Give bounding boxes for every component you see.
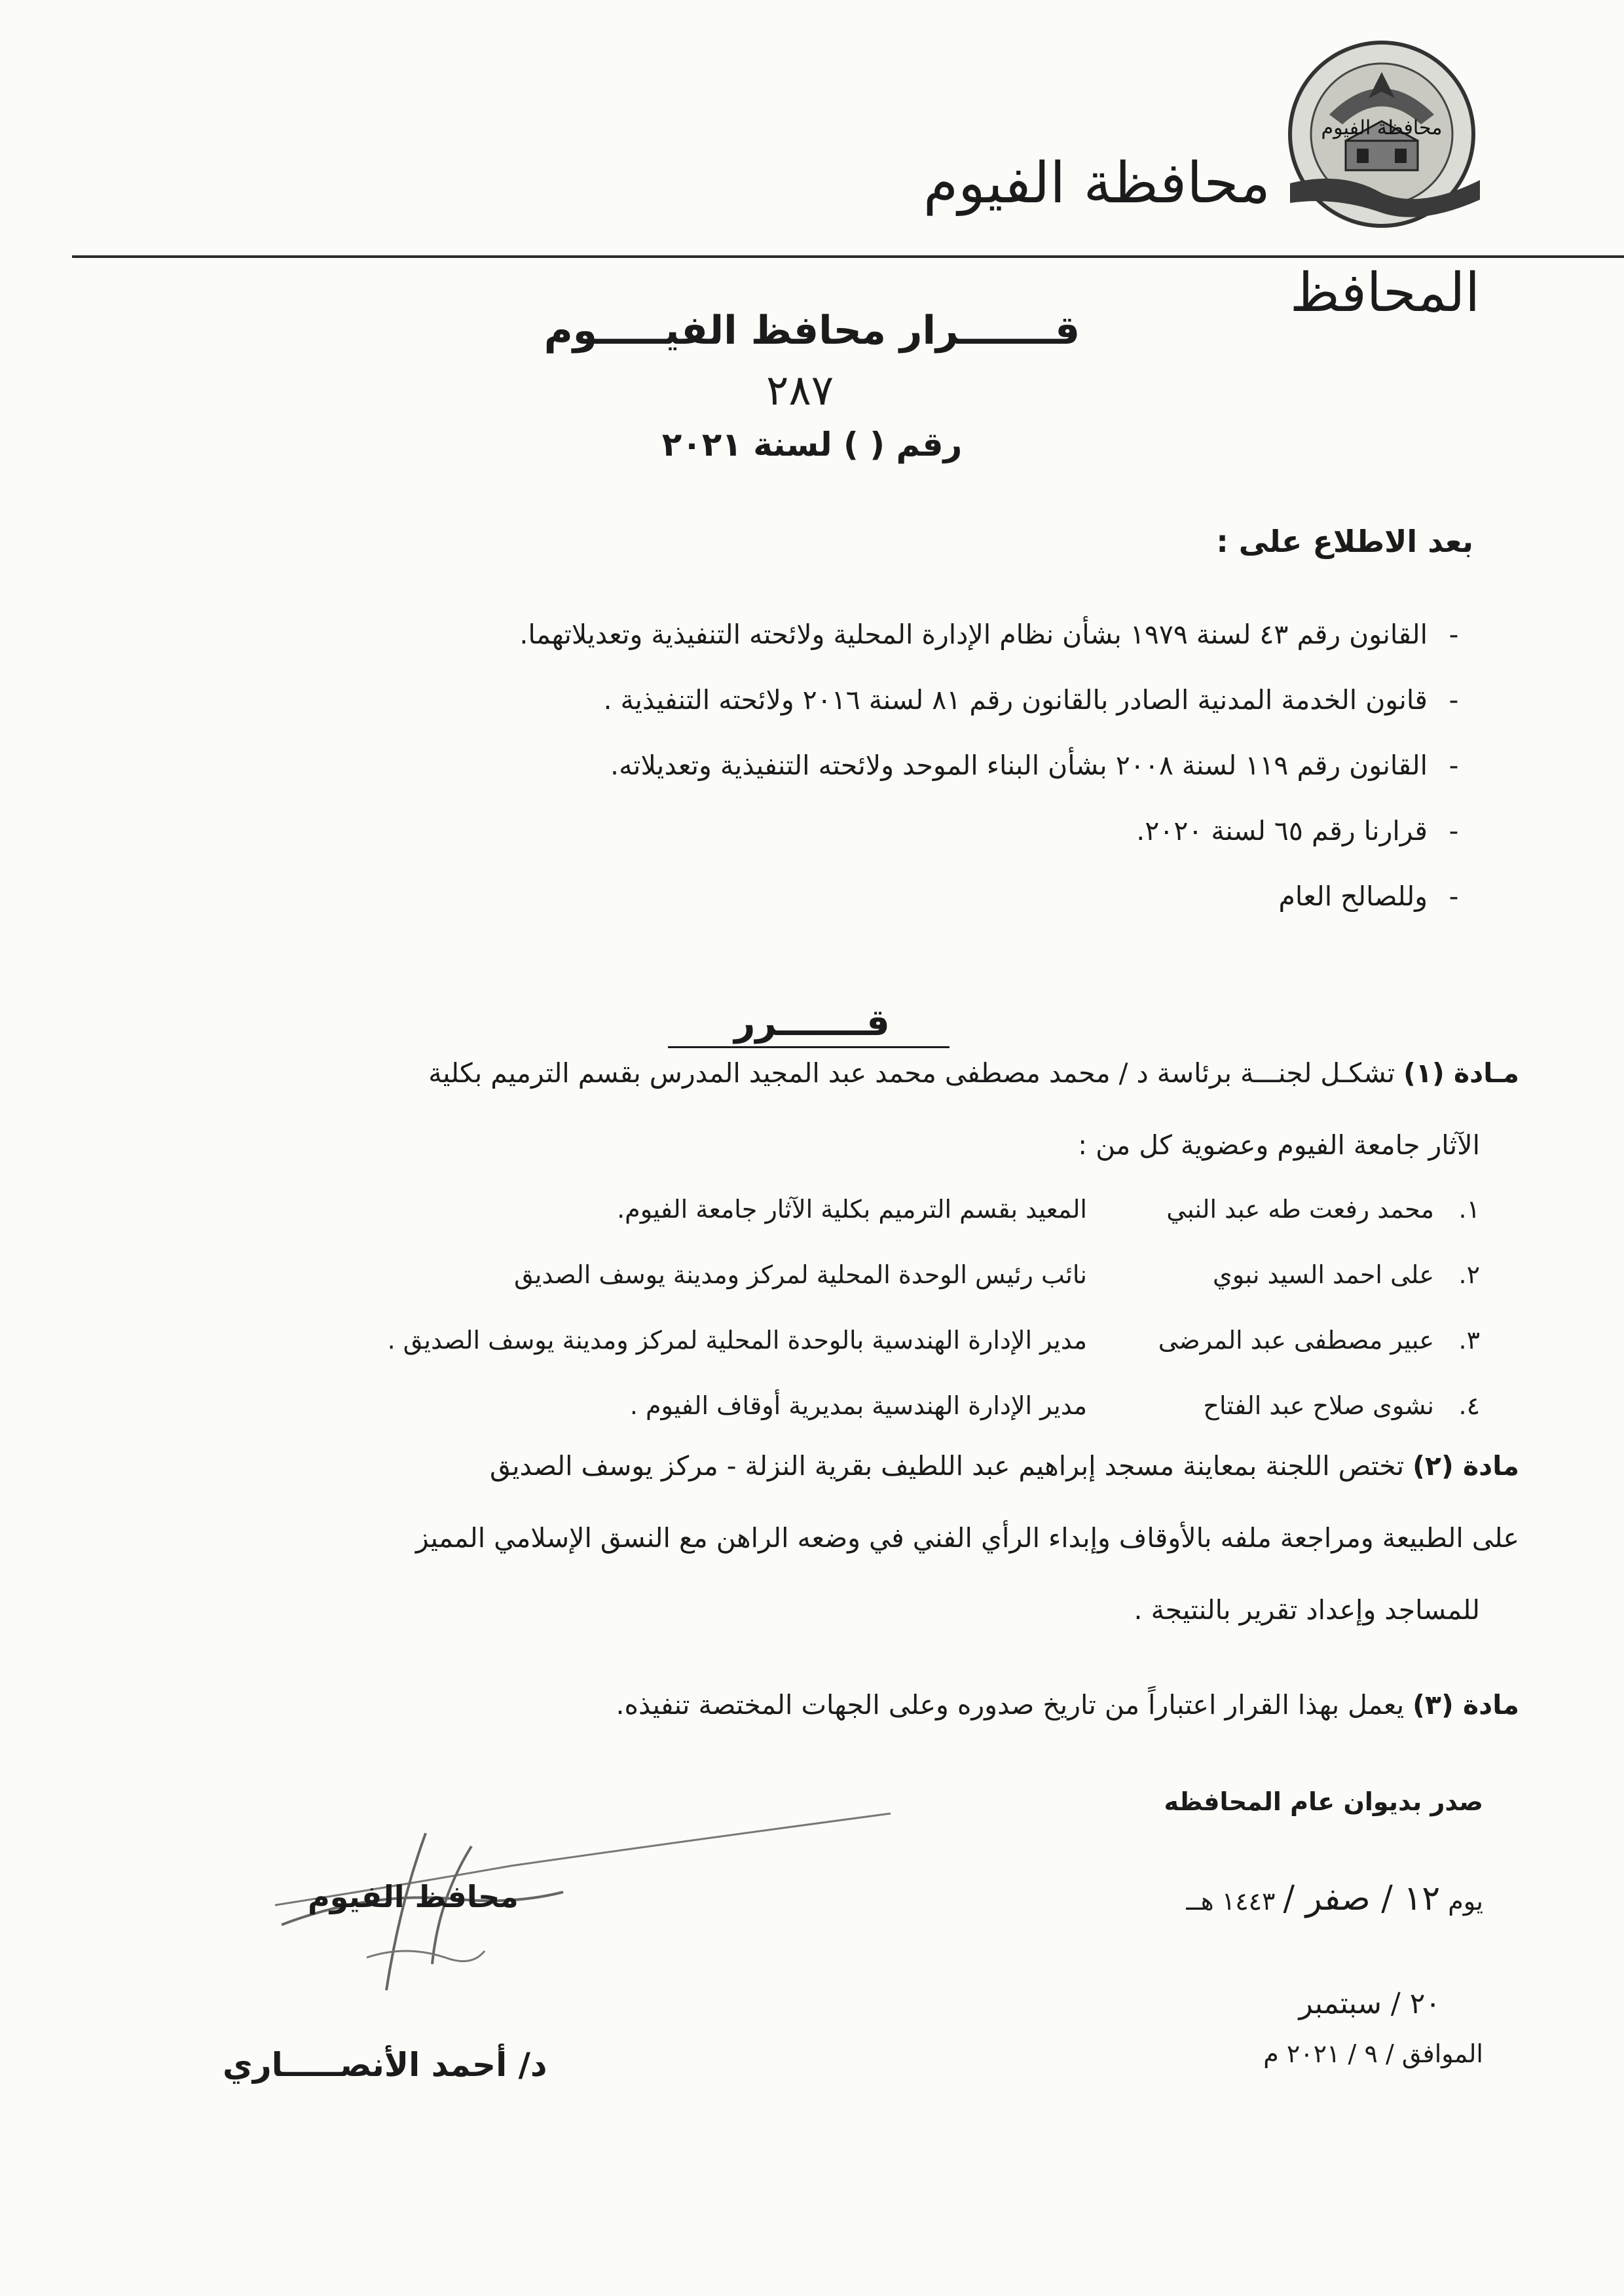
- hijri-prefix: يوم: [1448, 1887, 1483, 1916]
- member-number: ١.: [1458, 1195, 1480, 1224]
- article-1-text-cont: الآثار جامعة الفيوم وعضوية كل من :: [1078, 1129, 1480, 1161]
- member-name: نشوى صلاح عبد الفتاح: [1203, 1391, 1434, 1420]
- svg-text:محافظة الفيوم: محافظة الفيوم: [1321, 117, 1443, 139]
- member-row: [131, 1326, 1480, 1391]
- article-3-text: يعمل بهذا القرار اعتباراً من تاريخ صدوره وعلى الجهات المختصة تنفيذه.: [616, 1689, 1405, 1721]
- governor-name: د/ أحمد الأنصـــــاري: [223, 2046, 547, 2084]
- committee-members-list: [131, 1195, 1480, 1457]
- reference-item: [170, 619, 1480, 684]
- decision-heading: قـــــــرار محافظ الفيـــــوم: [544, 308, 1080, 354]
- member-title: المعيد بقسم الترميم بكلية الآثار جامعة الفيوم.: [617, 1195, 1087, 1224]
- article-1: [105, 1057, 1519, 1201]
- member-row: [131, 1195, 1480, 1260]
- member-title: نائب رئيس الوحدة المحلية لمركز ومدينة يوسف الصديق: [514, 1260, 1087, 1289]
- reference-item: [170, 684, 1480, 750]
- article-1-text: تشكـل لجنـــة برئاسة د / محمد مصطفى محمد عبد المجيد المدرس بقسم الترميم بكلية: [428, 1057, 1395, 1089]
- decision-number-line: رقم ( ) لسنة ٢٠٢١: [661, 426, 963, 464]
- member-title: مدير الإدارة الهندسية بمديرية أوقاف الفيوم .: [629, 1391, 1087, 1420]
- gregorian-handwritten: ٢٠ / سبتمبر: [1299, 1987, 1441, 2020]
- article-3-label: مادة (٣): [1412, 1689, 1519, 1721]
- member-number: ٢.: [1458, 1260, 1480, 1289]
- hijri-date-line: [1186, 1879, 1483, 1918]
- bullet-dash: -: [1449, 881, 1459, 912]
- member-number: ٤.: [1458, 1391, 1480, 1420]
- member-row: [131, 1391, 1480, 1457]
- article-3: [105, 1689, 1519, 1761]
- resolution-heading: قـــــــرر: [734, 1002, 890, 1044]
- references-list: [170, 619, 1480, 946]
- article-2: [105, 1450, 1519, 1666]
- reference-item: [170, 815, 1480, 881]
- article-1-label: مـادة (١): [1403, 1057, 1519, 1089]
- bullet-dash: -: [1449, 684, 1459, 716]
- handwritten-decision-number: ٢٨٧: [766, 367, 834, 415]
- bullet-dash: -: [1449, 750, 1459, 781]
- province-title: محافظة الفيوم: [923, 151, 1270, 216]
- hijri-handwritten: ١٢ / صفر /: [1283, 1879, 1441, 1918]
- member-title: مدير الإدارة الهندسية بالوحدة المحلية لمركز ومدينة يوسف الصديق .: [387, 1326, 1087, 1355]
- member-name: عبير مصطفى عبد المرضى: [1158, 1326, 1434, 1355]
- article-2-text: تختص اللجنة بمعاينة مسجد إبراهيم عبد اللطيف بقرية النزلة - مركز يوسف الصديق: [489, 1450, 1405, 1482]
- member-name: على احمد السيد نبوي: [1213, 1260, 1434, 1289]
- member-row: [131, 1260, 1480, 1326]
- gregorian-prefix: الموافق: [1401, 2039, 1483, 2068]
- article-2-label: مادة (٢): [1412, 1450, 1519, 1482]
- member-number: ٣.: [1458, 1326, 1480, 1355]
- bullet-dash: -: [1449, 815, 1459, 847]
- gregorian-date-line: [1263, 2039, 1483, 2068]
- article-2-text-end: للمساجد وإعداد تقرير بالنتيجة .: [1134, 1594, 1480, 1626]
- reference-text: القانون رقم ٤٣ لسنة ١٩٧٩ بشأن نظام الإدارة المحلية ولائحته التنفيذية وتعديلاتهما.: [519, 619, 1428, 650]
- reference-item: [170, 881, 1480, 946]
- preamble-heading: بعد الاطلاع على :: [1216, 524, 1473, 559]
- reference-text: قانون الخدمة المدنية الصادر بالقانون رقم ٨١ لسنة ٢٠١٦ ولائحته التنفيذية .: [603, 684, 1428, 716]
- governorate-seal: [1283, 36, 1480, 232]
- hijri-year: ١٤٤٣ هــ: [1186, 1887, 1276, 1916]
- article-2-text-cont: على الطبيعة ومراجعة ملفه بالأوقاف وإبداء الرأي الفني في وضعه الراهن مع النسق الإسلامي المميز: [415, 1522, 1519, 1554]
- issued-at: صدر بديوان عام المحافظه: [1164, 1787, 1483, 1816]
- governor-title: محافظ الفيوم: [308, 1879, 519, 1914]
- office-label: المحافظ: [1289, 262, 1480, 324]
- header-divider: [72, 255, 1624, 258]
- reference-text: القانون رقم ١١٩ لسنة ٢٠٠٨ بشأن البناء الموحد ولائحته التنفيذية وتعديلاته.: [610, 750, 1428, 781]
- heading-underline: [668, 1046, 950, 1048]
- reference-text: وللصالح العام: [1278, 881, 1428, 912]
- reference-item: [170, 750, 1480, 815]
- member-name: محمد رفعت طه عبد النبي: [1166, 1195, 1434, 1224]
- bullet-dash: -: [1449, 619, 1459, 650]
- gregorian-date: / ٩ / ٢٠٢١ م: [1263, 2039, 1394, 2068]
- reference-text: قرارنا رقم ٦٥ لسنة ٢٠٢٠.: [1136, 815, 1428, 847]
